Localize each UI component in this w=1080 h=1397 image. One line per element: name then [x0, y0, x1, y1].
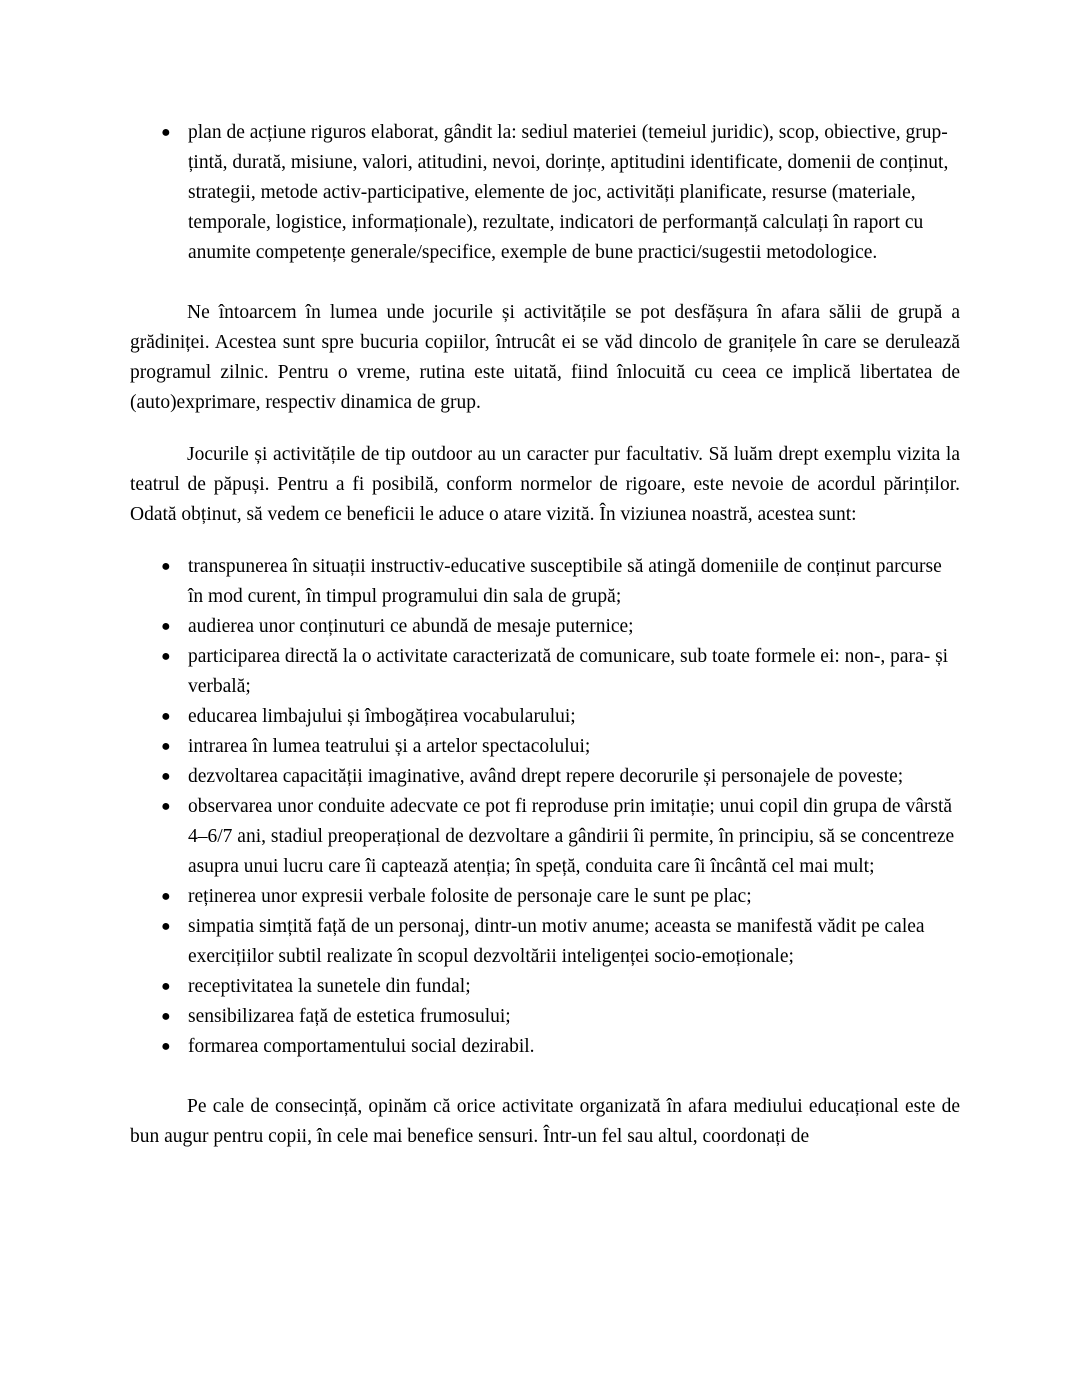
bullet-point-icon: ● — [161, 618, 171, 635]
bullet-point-icon: ● — [161, 708, 171, 725]
benefit-item-text: transpunerea în situații instructiv-educative susceptibile să atingă domeniile de conținut parcurse în mod curent, în timpul programului din sala de grupă; — [188, 556, 942, 607]
benefit-item-text: receptivitatea la sunetele din fundal; — [188, 976, 471, 997]
bullet-point-icon: ● — [161, 768, 171, 785]
bullet-point-icon: ● — [161, 1008, 171, 1025]
benefit-item-text: simpatia simțită față de un personaj, dintr-un motiv anume; aceasta se manifestă vădit pe calea exercițiilor subtil realizate în scopul dezvoltării inteligenței socio-emoționale; — [188, 916, 925, 967]
list-item — [130, 642, 960, 702]
list-item — [130, 612, 960, 642]
list-item — [130, 552, 960, 612]
bullet-point-icon: ● — [161, 1038, 171, 1055]
benefit-item-text: formarea comportamentului social dezirabil. — [188, 1036, 535, 1057]
benefit-item-text: reținerea unor expresii verbale folosite de personaje care le sunt pe plac; — [188, 886, 752, 907]
benefit-item-text: observarea unor conduite adecvate ce pot fi reproduse prin imitație; unui copil din grupa de vârstă 4–6/7 ani, stadiul preoperațional de dezvoltare a gândirii îi permite, în principiu, să se concentreze asupra unui lucru care îi captează atenția; în speță, conduita care îi încântă cel mai mult; — [188, 796, 955, 877]
paragraph-introduction: Ne întoarcem în lumea unde jocurile și activitățile se pot desfășura în afara sălii de grupă a grădiniței. Acestea sunt spre bucuria copiilor, întrucât ei se văd dincolo de granițele în care se derulează programul zilnic. Pentru o vreme, rutina este uitată, fiind înlocuită cu ceea ce implică libertatea de (auto)exprimare, respectiv dinamica de grup. — [130, 302, 960, 413]
benefit-item-text: participarea directă la o activitate caracterizată de comunicare, sub toate formele ei: non-, para- și verbală; — [188, 646, 949, 697]
paragraph-outdoor-activities: Jocurile și activitățile de tip outdoor au un caracter pur facultativ. Să luăm drept exemplu vizita la teatrul de păpuși. Pentru a fi posibilă, conform normelor de rigoare, este nevoie de acordul părinților. Odată obținut, să vedem ce beneficii le aduce o atare vizită. În viziunea noastră, acestea sunt: — [130, 444, 960, 525]
bullet-point-icon: ● — [161, 738, 171, 755]
benefit-item-text: intrarea în lumea teatrului și a artelor spectacolului; — [188, 736, 591, 757]
spacer — [130, 268, 960, 298]
list-item — [130, 118, 960, 268]
benefit-item-text: dezvoltarea capacității imaginative, având drept repere decorurile și personajele de poveste; — [188, 766, 904, 787]
list-item — [130, 762, 960, 792]
bullet-point-icon: ● — [161, 558, 171, 575]
bullet-point-icon: ● — [161, 918, 171, 935]
bullet-point-icon: ● — [161, 124, 171, 141]
intro-bullet-list — [130, 118, 960, 268]
document-content — [130, 118, 960, 1152]
list-item — [130, 792, 960, 882]
benefit-item-text: educarea limbajului și îmbogățirea vocabularului; — [188, 706, 576, 727]
list-item — [130, 882, 960, 912]
benefits-bullet-list — [130, 552, 960, 1062]
list-item — [130, 702, 960, 732]
benefit-item-text: sensibilizarea față de estetica frumosului; — [188, 1006, 511, 1027]
spacer — [130, 530, 960, 552]
list-item — [130, 1002, 960, 1032]
list-item — [130, 972, 960, 1002]
bullet-point-icon: ● — [161, 888, 171, 905]
list-item — [130, 1032, 960, 1062]
list-item — [130, 912, 960, 972]
paragraph-conclusion: Pe cale de consecință, opinăm că orice activitate organizată în afara mediului educațional este de bun augur pentru copii, în cele mai benefice sensuri. Într-un fel sau altul, coordonați de — [130, 1096, 960, 1147]
intro-item-text: plan de acțiune riguros elaborat, gândit la: sediul materiei (temeiul juridic), scop, obiective, grup-țintă, durată, misiune, valori, atitudini, nevoi, dorințe, aptitudini identificate, domenii de conținut, strategii, metode activ-participative, elemente de joc, activități planificate, resurse (materiale, temporale, logistice, informaționale), rezultate, indicatori de performanță calculați în raport cu anumite competențe generale/specifice, exemple de bune practici/sugestii metodologice. — [188, 122, 949, 263]
spacer — [130, 1062, 960, 1092]
spacer — [130, 418, 960, 440]
bullet-point-icon: ● — [161, 648, 171, 665]
bullet-point-icon: ● — [161, 978, 171, 995]
list-item — [130, 732, 960, 762]
benefit-item-text: audierea unor conținuturi ce abundă de mesaje puternice; — [188, 616, 634, 637]
bullet-point-icon: ● — [161, 798, 171, 815]
